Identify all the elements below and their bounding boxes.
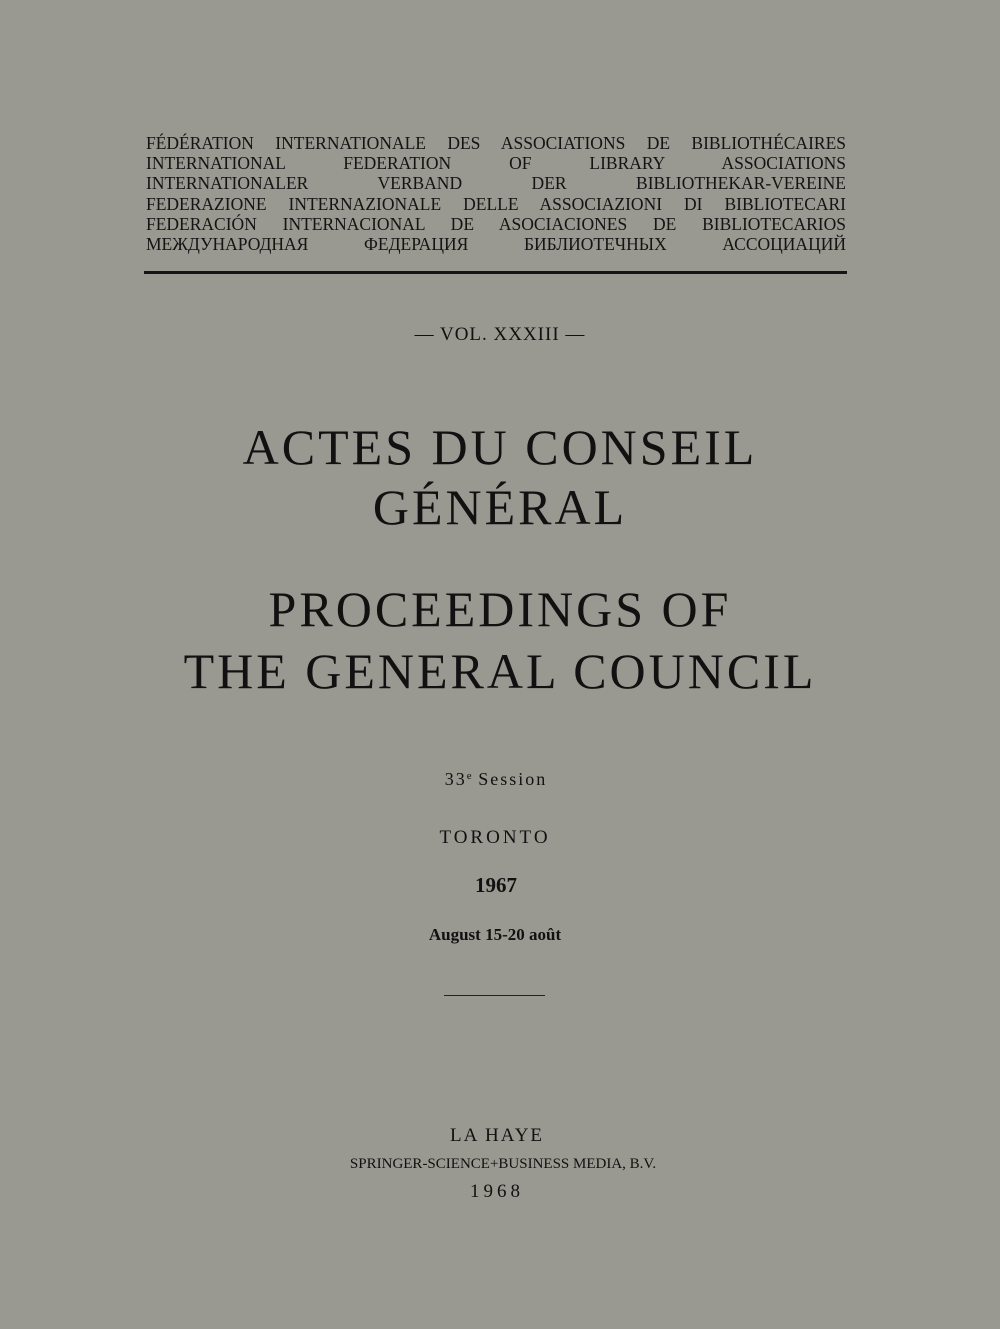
imprint-place: LA HAYE [449,1125,545,1146]
header-divider [144,271,847,274]
session-ordinal-suffix: e [466,770,472,782]
session-label [0,769,996,790]
federation-name-spanish: FEDERACIÓN INTERNACIONAL DE ASOCIACIONES DE BIBLIOTECARIOS [146,213,846,234]
section-divider [444,995,545,996]
federation-name-french: FÉDÉRATION INTERNATIONALE DES ASSOCIATIONS DE BIBLIOTHÉCAIRES [146,133,846,153]
volume-number: — VOL. XXXIII — [414,324,586,345]
session-word: Session [478,769,548,789]
session-dates: August 15-20 août [428,925,562,944]
federation-header [146,133,846,254]
federation-name-italian: FEDERAZIONE INTERNAZIONALE DELLE ASSOCIAZIONI DI BIBLIOTECARI [146,193,846,214]
title-french-line-2: GÉNÉRAL [372,479,628,535]
federation-name-russian: МЕЖДУНАРОДНАЯ ФЕДЕРАЦИЯ БИБЛИОТЕЧНЫХ АССОЦИАЦИЙ [146,234,846,255]
imprint-publisher: SPRINGER-SCIENCE+BUSINESS MEDIA, B.V. [349,1156,657,1172]
title-english-line-1: PROCEEDINGS OF [268,581,732,637]
session-city: TORONTO [439,827,551,848]
title-english [0,578,1000,702]
title-french-line-1: ACTES DU CONSEIL [242,419,758,475]
session-number: 33 [444,769,467,789]
federation-name-german: INTERNATIONALER VERBAND DER BIBLIOTHEKAR-VEREINE [146,173,846,194]
federation-name-english: INTERNATIONAL FEDERATION OF LIBRARY ASSOCIATIONS [146,153,846,174]
imprint-year: 1968 [470,1181,524,1202]
title-english-line-2: THE GENERAL COUNCIL [183,643,817,699]
title-french [0,417,1000,537]
session-year: 1967 [475,873,517,897]
